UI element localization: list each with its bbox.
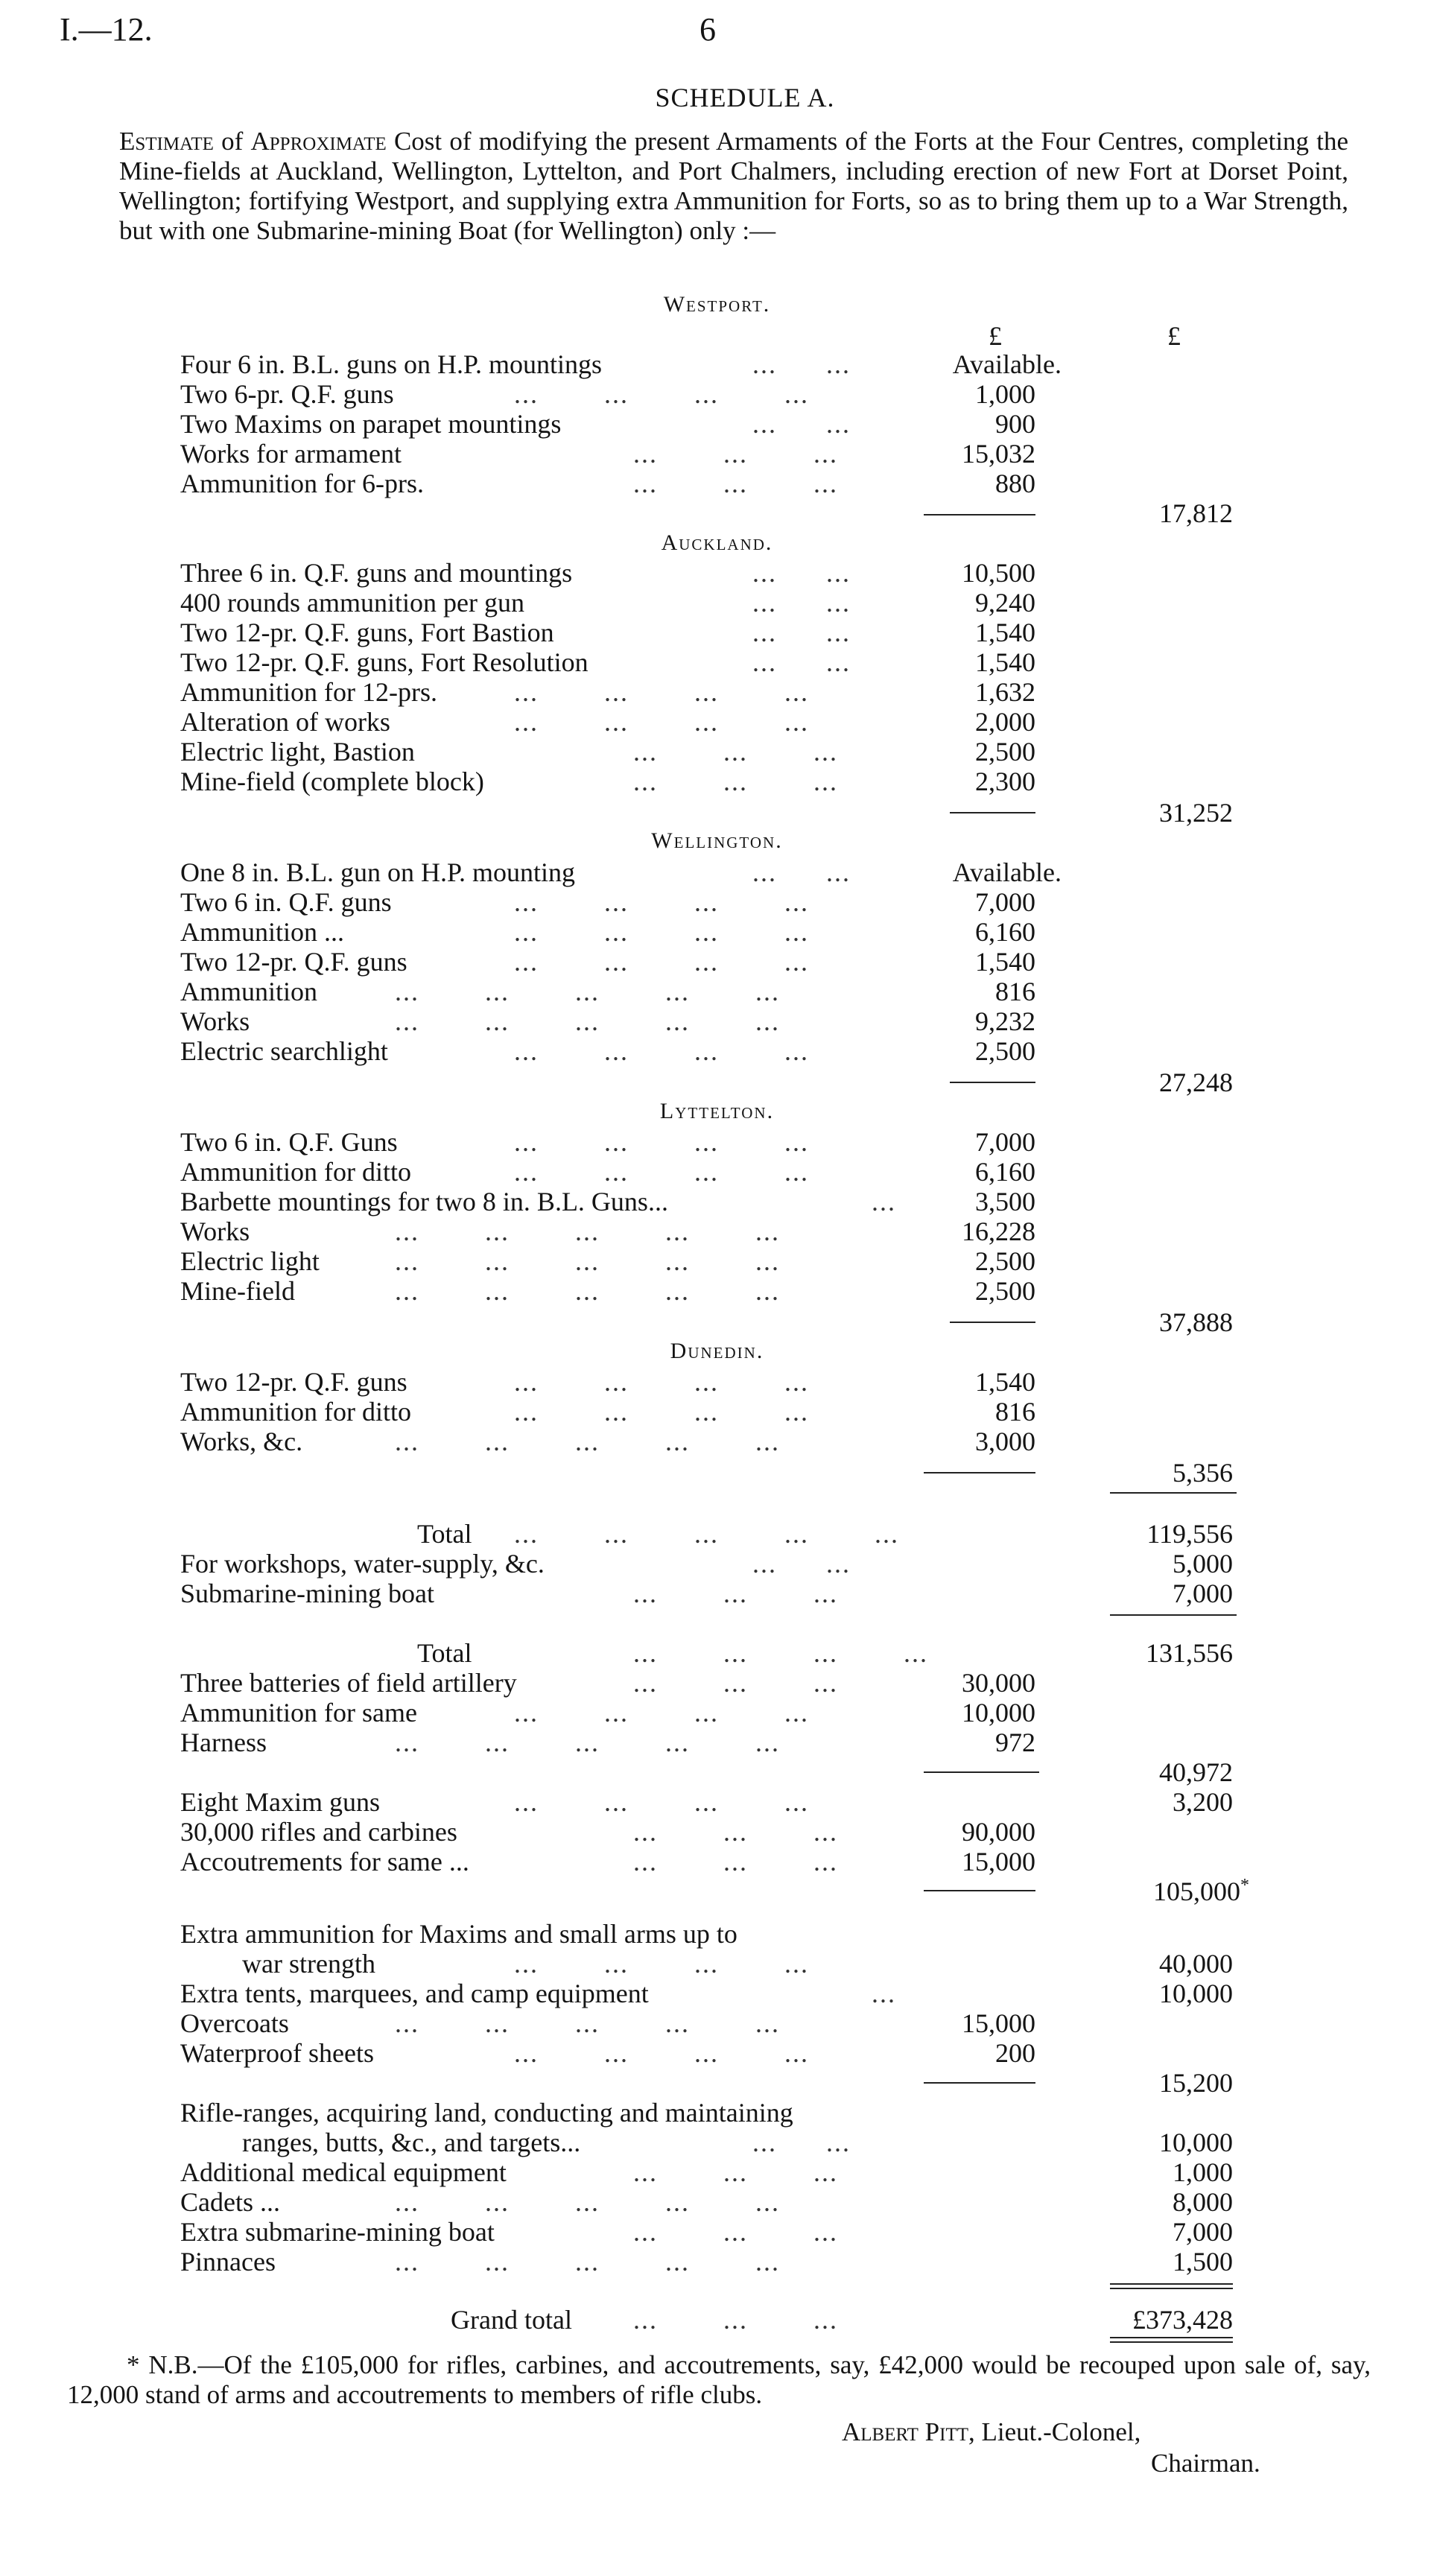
line-item-label: Two Maxims on parapet mountings xyxy=(180,409,562,439)
leader-dots: ... ... xyxy=(752,1549,851,1579)
leader-dots: ... ... ... ... xyxy=(514,707,809,737)
line-item-amount: 15,000 xyxy=(962,2008,1035,2038)
total-rule xyxy=(1110,1614,1237,1616)
line-item-label: For workshops, water-supply, &c. xyxy=(180,1549,545,1579)
line-item xyxy=(0,946,1434,976)
grand-total-amount: £373,428 xyxy=(1132,2305,1233,2335)
document-reference: I.—12. xyxy=(60,11,153,48)
line-item-amount: 1,540 xyxy=(975,618,1035,647)
line-item xyxy=(0,1978,1434,2008)
line-item-label: Rifle-ranges, acquiring land, conducting and maintaining xyxy=(180,2098,793,2128)
total-rule xyxy=(1110,1492,1237,1494)
line-item xyxy=(0,766,1434,796)
section-subtotal xyxy=(0,1457,1434,1487)
section-subtotal xyxy=(0,498,1434,527)
line-item-label: Works, &c. xyxy=(180,1427,303,1456)
line-item-label: Works for armament xyxy=(180,439,402,469)
line-item-label: Electric searchlight xyxy=(180,1036,388,1066)
line-item-label: Ammunition for 6-prs. xyxy=(180,469,424,498)
line-item-label: Accoutrements for same ... xyxy=(180,1847,469,1877)
leader-dots: ... ... ... xyxy=(633,1847,838,1877)
leader-dots: ... ... ... ... xyxy=(514,1157,809,1187)
total-amount: 119,556 xyxy=(1146,1519,1233,1549)
section-subtotal xyxy=(0,1876,1434,1906)
line-item xyxy=(0,1246,1434,1275)
line-item-label: Mine-field (complete block) xyxy=(180,767,484,796)
signatory-name: Albert Pitt xyxy=(842,2417,969,2446)
line-item-label: 400 rounds ammunition per gun xyxy=(180,588,524,618)
line-item-label: Works xyxy=(180,1006,250,1036)
intro-paragraph xyxy=(119,127,1348,246)
line-item-amount: 3,200 xyxy=(1173,1787,1233,1817)
line-item-amount: 90,000 xyxy=(962,1817,1035,1847)
line-item-amount: Available. xyxy=(952,857,1062,887)
subtotal-amount xyxy=(1153,1876,1249,1907)
line-item-label: Ammunition for ditto xyxy=(180,1157,411,1187)
line-item-label: Cadets ... xyxy=(180,2187,280,2217)
leader-dots: ... ... ... ... xyxy=(514,1397,809,1427)
signatory-rank: , Lieut.-Colonel, xyxy=(968,2417,1141,2446)
line-item-amount: 7,000 xyxy=(975,1127,1035,1157)
section-heading-lyttelton: Lyttelton. xyxy=(659,1099,775,1123)
line-item xyxy=(0,408,1434,438)
leader-dots: ... ... xyxy=(752,2128,851,2157)
line-item xyxy=(0,976,1434,1006)
line-item-label: Two 12-pr. Q.F. guns, Fort Bastion xyxy=(180,618,554,647)
total-label: Total xyxy=(417,1519,472,1549)
leader-dots: ... ... ... ... xyxy=(514,677,809,707)
line-item-label: Two 12-pr. Q.F. guns xyxy=(180,947,407,977)
subtotal-amount: 37,888 xyxy=(1159,1307,1233,1337)
line-item-label: Eight Maxim guns xyxy=(180,1787,380,1817)
line-item-amount: 10,500 xyxy=(962,558,1035,588)
line-item-label: Two 12-pr. Q.F. guns, Fort Resolution xyxy=(180,647,588,677)
line-item-label: Additional medical equipment xyxy=(180,2157,507,2187)
leader-dots: ... ... ... ... ... xyxy=(514,1519,899,1549)
section-subtotal xyxy=(0,1757,1434,1786)
line-item xyxy=(0,2037,1434,2067)
line-item-amount: 1,540 xyxy=(975,1367,1035,1397)
line-item-amount: 1,540 xyxy=(975,647,1035,677)
line-item-amount: 6,160 xyxy=(975,917,1035,947)
line-item-amount: 200 xyxy=(995,2038,1035,2068)
line-item xyxy=(0,857,1434,886)
line-item-label: Ammunition for 12-prs. xyxy=(180,677,437,707)
intro-of: of xyxy=(213,127,251,156)
leader-dots: ... ... ... ... xyxy=(514,1036,809,1066)
leader-dots: ... ... ... ... xyxy=(514,1949,809,1979)
line-item-label: Two 6 in. Q.F. guns xyxy=(180,887,392,917)
leader-dots: ... ... ... xyxy=(633,469,838,498)
leader-dots: ... ... ... ... xyxy=(514,379,809,409)
intro-body: Cost of modifying the present Armaments of the Forts at the Four Centres, completing the Mine-fields at Auckland, Wellington, Lyttelton, and Port Chalmers, including erection of new Fort at Dorset Point, Wellington; fortifying Westport, and supplying extra Ammunition for Forts, so as to bring them up to a War Strength, but with one Submarine-mining Boat (for Wellington) only :— xyxy=(119,127,1348,245)
line-item xyxy=(0,736,1434,766)
total-label: Total xyxy=(417,1638,472,1668)
leader-dots: ... ... ... xyxy=(633,1668,838,1698)
line-item xyxy=(0,617,1434,647)
line-item-label: Extra tents, marquees, and camp equipment xyxy=(180,1979,649,2008)
line-item-label: Ammunition for same xyxy=(180,1698,417,1728)
line-item xyxy=(0,1667,1434,1697)
page-number: 6 xyxy=(699,11,716,48)
leader-dots: ... ... ... xyxy=(633,1817,838,1847)
line-item-amount: 1,000 xyxy=(975,379,1035,409)
leader-dots: ... ... ... ... ... xyxy=(395,1006,780,1036)
line-item-label: Harness xyxy=(180,1728,267,1757)
section-heading-dunedin: Dunedin. xyxy=(670,1339,764,1363)
line-item-amount: 10,000 xyxy=(1159,2128,1233,2157)
grand-total-rule-bottom xyxy=(1110,2341,1233,2343)
line-item-amount: 5,000 xyxy=(1173,1549,1233,1579)
grand-total-label: Grand total xyxy=(451,2305,572,2335)
line-item xyxy=(0,2008,1434,2037)
column-headers xyxy=(0,320,1434,350)
leader-dots: ... ... ... xyxy=(633,2157,838,2187)
leader-dots: ... ... xyxy=(752,618,851,647)
leader-dots: ... ... ... xyxy=(633,737,838,767)
line-item-label: Four 6 in. B.L. guns on H.P. mountings xyxy=(180,349,603,379)
line-item-label: Mine-field xyxy=(180,1276,295,1306)
leader-dots: ... ... ... ... ... xyxy=(395,1728,780,1757)
line-item-amount: 880 xyxy=(995,469,1035,498)
line-item-label: Two 12-pr. Q.F. guns xyxy=(180,1367,407,1397)
line-item xyxy=(0,1948,1434,1978)
section-heading-westport: Westport. xyxy=(663,292,771,317)
leader-dots: ... ... xyxy=(752,647,851,677)
leader-dots: ... ... xyxy=(752,588,851,618)
line-item-label-continued: ranges, butts, &c., and targets... xyxy=(242,2128,581,2157)
line-item-label: Pinnaces xyxy=(180,2247,276,2277)
line-item-amount: 30,000 xyxy=(962,1668,1035,1698)
line-item-amount: 1,500 xyxy=(1173,2247,1233,2277)
subtotal-value: 105,000 xyxy=(1153,1877,1240,1906)
line-item xyxy=(0,1697,1434,1727)
line-item-amount: 900 xyxy=(995,409,1035,439)
line-item-amount: 1,540 xyxy=(975,947,1035,977)
line-item-amount: 10,000 xyxy=(1159,1979,1233,2008)
subtotal-amount: 31,252 xyxy=(1159,798,1233,828)
line-item xyxy=(0,1846,1434,1876)
line-item-amount: 1,000 xyxy=(1173,2157,1233,2187)
line-item xyxy=(0,1366,1434,1396)
leader-dots: ... ... ... ... xyxy=(514,1127,809,1157)
line-item-amount: 3,000 xyxy=(975,1427,1035,1456)
leader-dots: ... ... ... ... ... xyxy=(395,2247,780,2277)
line-item xyxy=(0,1126,1434,1156)
grand-total-rule-bottom xyxy=(1110,2337,1233,2338)
leader-dots: ... ... ... ... ... xyxy=(395,1276,780,1306)
total-row xyxy=(0,1637,1434,1667)
line-item-label: Three batteries of field artillery xyxy=(180,1668,517,1698)
leader-dots: ... ... ... ... xyxy=(633,1638,928,1668)
leader-dots: ... ... ... ... ... xyxy=(395,2008,780,2038)
section-subtotal xyxy=(0,1067,1434,1097)
line-item-label: Three 6 in. Q.F. guns and mountings xyxy=(180,558,573,588)
line-item xyxy=(0,2127,1434,2157)
line-item xyxy=(0,676,1434,706)
line-item-amount: 2,300 xyxy=(975,767,1035,796)
line-item-amount: 9,240 xyxy=(975,588,1035,618)
line-item xyxy=(0,647,1434,676)
line-item xyxy=(0,1786,1434,1816)
line-item-amount: 40,000 xyxy=(1159,1949,1233,1979)
line-item-amount: 816 xyxy=(995,977,1035,1006)
line-item-label: Ammunition xyxy=(180,977,318,1006)
leader-dots: ... ... ... ... ... xyxy=(395,977,780,1006)
column-header-pounds-2: £ xyxy=(1167,321,1181,351)
grand-total-rule-top xyxy=(1110,2288,1233,2289)
subtotal-amount: 40,972 xyxy=(1159,1757,1233,1787)
leader-dots: ... ... ... xyxy=(633,1579,838,1608)
grand-total-row xyxy=(0,2304,1434,2334)
signature-line xyxy=(842,2417,1140,2447)
line-item-amount: 2,500 xyxy=(975,1036,1035,1066)
line-item-label: Alteration of works xyxy=(180,707,390,737)
subtotal-amount: 5,356 xyxy=(1173,1458,1233,1488)
line-item xyxy=(0,1186,1434,1216)
signatory-title: Chairman. xyxy=(1151,2449,1260,2478)
leader-dots: ... ... ... ... xyxy=(514,1787,809,1817)
footnote-marker: * xyxy=(1240,1876,1249,1895)
line-item xyxy=(0,2216,1434,2246)
line-item-amount: 7,000 xyxy=(1173,2217,1233,2247)
line-item-amount: 816 xyxy=(995,1397,1035,1427)
line-item-label: Two 6-pr. Q.F. guns xyxy=(180,379,394,409)
line-item-amount: 10,000 xyxy=(962,1698,1035,1728)
line-item-amount: 1,632 xyxy=(975,677,1035,707)
leader-dots: ... ... xyxy=(752,857,851,887)
line-item-amount: 2,500 xyxy=(975,1246,1035,1276)
line-item-amount: 9,232 xyxy=(975,1006,1035,1036)
leader-dots: ... ... ... xyxy=(633,2305,838,2335)
schedule-title: SCHEDULE A. xyxy=(655,83,835,112)
leader-dots: ... ... ... ... ... xyxy=(395,1246,780,1276)
leader-dots: ... ... xyxy=(752,349,851,379)
line-item xyxy=(0,1548,1434,1578)
line-item-label: Ammunition ... xyxy=(180,917,345,947)
line-item-label: Barbette mountings for two 8 in. B.L. Guns... xyxy=(180,1187,668,1216)
line-item-amount: 3,500 xyxy=(975,1187,1035,1216)
line-item xyxy=(0,886,1434,916)
column-header-pounds-1: £ xyxy=(989,321,1002,351)
line-item xyxy=(0,1578,1434,1608)
grand-total-rule-top xyxy=(1110,2283,1233,2285)
line-item-label: Extra submarine-mining boat xyxy=(180,2217,495,2247)
leader-dots: ... ... ... ... xyxy=(514,1698,809,1728)
line-item-label: One 8 in. B.L. gun on H.P. mounting xyxy=(180,857,576,887)
line-item xyxy=(0,1426,1434,1456)
leader-dots: ... ... xyxy=(752,409,851,439)
leader-dots: ... ... ... ... ... xyxy=(395,2187,780,2217)
line-item-label: Overcoats xyxy=(180,2008,289,2038)
line-item xyxy=(0,1156,1434,1186)
line-item-label: Waterproof sheets xyxy=(180,2038,374,2068)
subtotal-amount: 17,812 xyxy=(1159,498,1233,528)
leader-dots: ... ... ... ... xyxy=(514,1367,809,1397)
line-item-amount: 6,160 xyxy=(975,1157,1035,1187)
line-item xyxy=(0,349,1434,378)
subtotal-amount: 27,248 xyxy=(1159,1067,1233,1097)
leader-dots: ... xyxy=(872,1979,896,2008)
line-item-label: Submarine-mining boat xyxy=(180,1579,434,1608)
line-item xyxy=(0,557,1434,587)
line-item xyxy=(0,438,1434,468)
line-item-amount: 15,000 xyxy=(962,1847,1035,1877)
total-row xyxy=(0,1518,1434,1548)
total-amount: 131,556 xyxy=(1146,1638,1233,1668)
footnote: * N.B.—Of the £105,000 for rifles, carbines, and accoutrements, say, £42,000 would be recouped upon sale of, say, 12,000 stand of arms and accoutrements to members of rifle clubs. xyxy=(67,2350,1371,2409)
leader-dots: ... ... ... ... xyxy=(514,917,809,947)
line-item-label: 30,000 rifles and carbines xyxy=(180,1817,457,1847)
line-item-amount: 7,000 xyxy=(975,887,1035,917)
line-item-amount: 2,500 xyxy=(975,1276,1035,1306)
line-item xyxy=(0,1396,1434,1426)
leader-dots: ... ... ... ... ... xyxy=(395,1427,780,1456)
line-item-amount: 8,000 xyxy=(1173,2187,1233,2217)
section-subtotal xyxy=(0,2067,1434,2097)
line-item xyxy=(0,706,1434,736)
line-item-amount: 2,000 xyxy=(975,707,1035,737)
leader-dots: ... ... ... xyxy=(633,767,838,796)
line-item-label: Extra ammunition for Maxims and small arms up to xyxy=(180,1919,737,1949)
line-item xyxy=(0,1035,1434,1065)
line-item-amount: 15,032 xyxy=(962,439,1035,469)
line-item xyxy=(0,1727,1434,1757)
line-item-amount: 2,500 xyxy=(975,737,1035,767)
line-item-amount: 16,228 xyxy=(962,1216,1035,1246)
line-item-label: Electric light, Bastion xyxy=(180,737,415,767)
section-heading-auckland: Auckland. xyxy=(661,530,773,555)
line-item-label: Electric light xyxy=(180,1246,320,1276)
line-item xyxy=(0,1918,1434,1948)
line-item-label: Two 6 in. Q.F. Guns xyxy=(180,1127,398,1157)
line-item xyxy=(0,1006,1434,1035)
intro-approximate: Approximate xyxy=(250,127,387,156)
line-item-label: Works xyxy=(180,1216,250,1246)
line-item-amount: Available. xyxy=(952,349,1062,379)
leader-dots: ... ... ... xyxy=(633,2217,838,2247)
leader-dots: ... ... xyxy=(752,558,851,588)
line-item xyxy=(0,1816,1434,1846)
leader-dots: ... ... ... ... xyxy=(514,2038,809,2068)
leader-dots: ... ... ... ... xyxy=(514,947,809,977)
leader-dots: ... ... ... xyxy=(633,439,838,469)
line-item-amount: 972 xyxy=(995,1728,1035,1757)
line-item xyxy=(0,587,1434,617)
section-subtotal xyxy=(0,797,1434,827)
leader-dots: ... xyxy=(872,1187,896,1216)
line-item-amount: 7,000 xyxy=(1173,1579,1233,1608)
line-item xyxy=(0,378,1434,408)
section-heading-wellington: Wellington. xyxy=(651,828,783,853)
leader-dots: ... ... ... ... xyxy=(514,887,809,917)
line-item xyxy=(0,2246,1434,2276)
line-item xyxy=(0,468,1434,498)
intro-estimate: Estimate xyxy=(119,127,214,156)
line-item-label-continued: war strength xyxy=(242,1949,375,1979)
line-item xyxy=(0,916,1434,946)
line-item xyxy=(0,2157,1434,2186)
line-item xyxy=(0,1216,1434,1246)
leader-dots: ... ... ... ... ... xyxy=(395,1216,780,1246)
line-item xyxy=(0,2097,1434,2127)
line-item xyxy=(0,1275,1434,1305)
line-item-label: Ammunition for ditto xyxy=(180,1397,411,1427)
line-item xyxy=(0,2186,1434,2216)
section-subtotal xyxy=(0,1307,1434,1336)
subtotal-amount: 15,200 xyxy=(1159,2068,1233,2098)
